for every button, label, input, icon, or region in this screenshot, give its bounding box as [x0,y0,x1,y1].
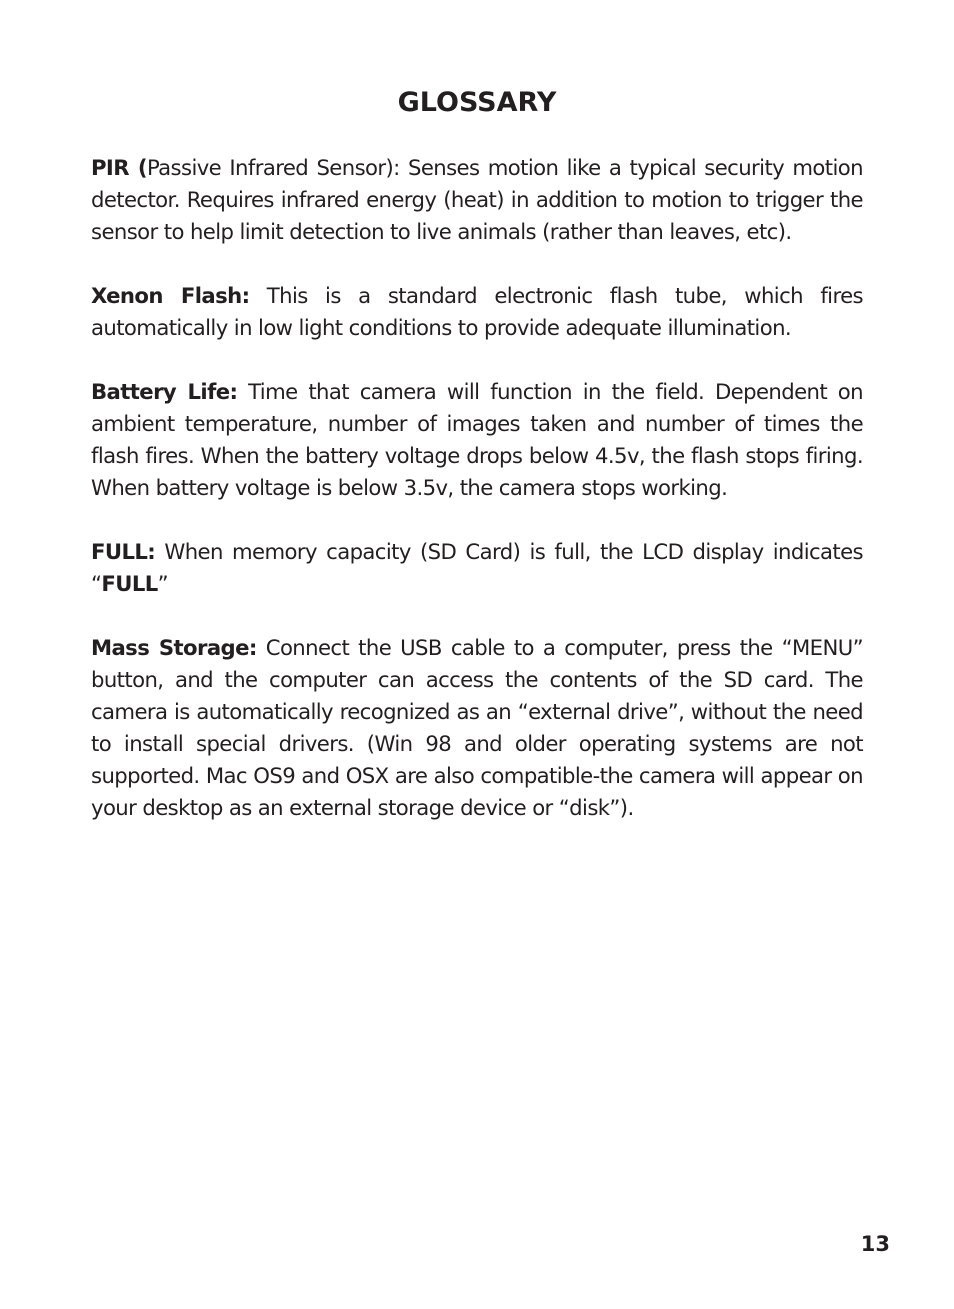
glossary-term: PIR ( [91,155,147,180]
glossary-entry-xenon-flash [91,280,863,344]
glossary-definition: Time that camera will function in the field. Dependent on ambient temperature, number of images taken and number of times the flash fires. When the battery voltage drops below 4.5v, the flash stops firing. When battery voltage is below 3.5v, the camera stops working. [91,379,863,500]
glossary-term: Mass Storage: [91,635,257,660]
page-title: GLOSSARY [397,87,557,118]
glossary-entry-battery-life [91,376,863,504]
glossary-definition: When memory capacity (SD Card) is full, the LCD display indicates “ [91,539,863,596]
glossary-list [91,152,863,856]
glossary-emphasis: FULL [101,571,158,596]
page-number: 13 [860,1232,890,1256]
glossary-definition: Connect the USB cable to a computer, press the “MENU” button, and the computer can access the contents of the SD card. The camera is automatically recognized as an “external drive”, without the need to install special drivers. (Win 98 and older operating systems are not supported. Mac OS9 and OSX are also compatible-the camera will appear on your desktop as an external storage device or “disk”). [91,635,863,820]
glossary-entry-pir [91,152,863,248]
glossary-term: Xenon Flash: [91,283,250,308]
glossary-definition: This is a standard electronic flash tube, which fires automatically in low light conditions to provide adequate illumination. [91,283,863,340]
glossary-entry-mass-storage [91,632,863,824]
glossary-closing-quote: ” [157,571,169,596]
glossary-entry-full [91,536,863,600]
glossary-definition: Passive Infrared Sensor): Senses motion like a typical security motion detector. Requires infrared energy (heat) in addition to motion to trigger the sensor to help limit detection to live animals (rather than leaves, etc). [91,155,863,244]
glossary-term: FULL: [91,539,156,564]
glossary-term: Battery Life: [91,379,238,404]
